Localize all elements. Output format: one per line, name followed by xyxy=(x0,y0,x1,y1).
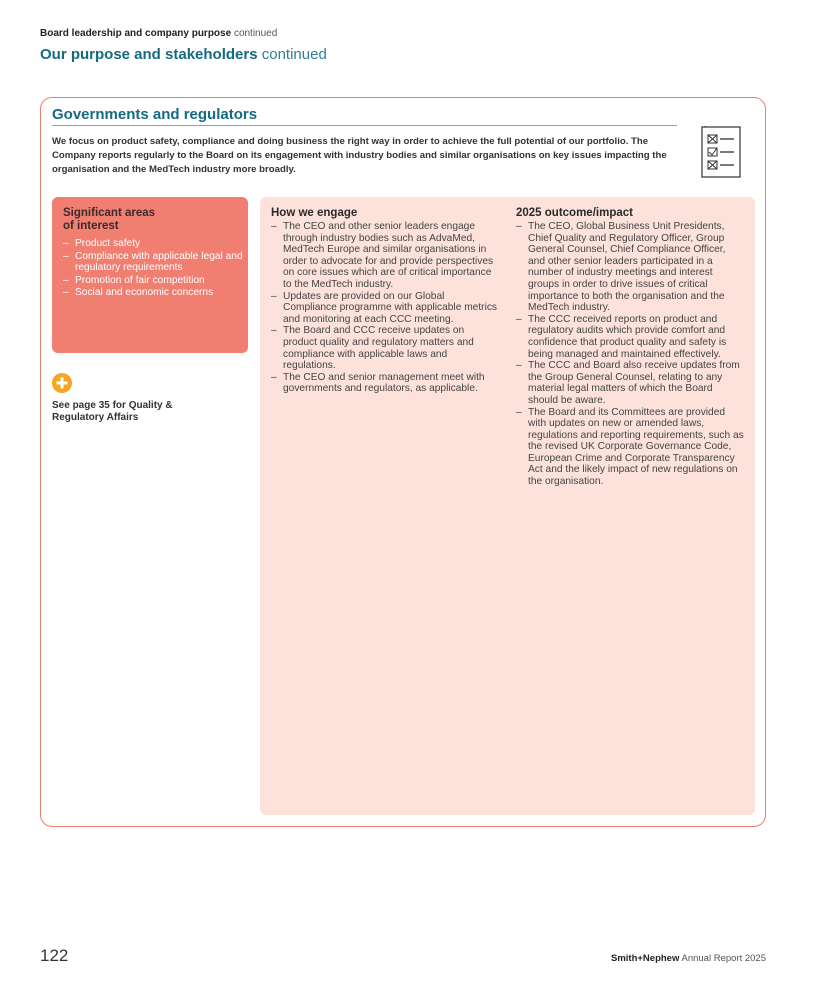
card-intro: We focus on product safety, compliance and doing business the right way in order to achieve the full potential of our portfolio. The Company reports regularly to the Board on its engagement with industry bodies and similar organisations on key issues impacting the organisation and the MedTech industry more broadly. xyxy=(52,136,667,175)
report-name: Annual Report 2025 xyxy=(681,953,766,964)
section-title xyxy=(40,46,327,63)
stakeholder-card xyxy=(40,97,766,827)
running-header-continued: continued xyxy=(233,28,278,39)
areas-list-item: – Product safety xyxy=(63,238,243,250)
page-number: 122 xyxy=(40,946,69,965)
how-we-engage-heading: How we engage xyxy=(271,207,358,219)
areas-of-interest-box xyxy=(52,197,248,353)
list-item: – The CEO and other senior leaders engage through industry bodies such as AdvaMed, MedTech Europe and similar organisations in order to advocate for and provide perspectives on core issues which are of critical importance to the MedTech industry. xyxy=(271,221,499,291)
areas-title-line1: Significant areas xyxy=(63,207,156,219)
how-we-engage-list xyxy=(271,221,499,395)
outcome-column xyxy=(516,207,744,488)
brand-name: Smith+Nephew xyxy=(610,953,680,964)
list-item: – The Board and its Committees are provided with updates on new or amended laws, regulations and reporting requirements, such as the revised UK Corporate Governance Code, European Crime and Corporate Transparency Act and the likely impact of new regulations on the organisation. xyxy=(516,407,744,488)
plus-circle-icon[interactable] xyxy=(52,373,72,393)
areas-title-line2: of interest xyxy=(63,220,119,232)
section-title-continued: continued xyxy=(261,46,327,63)
areas-title xyxy=(63,207,155,233)
list-item: – The CEO and senior management meet with governments and regulators, as applicable. xyxy=(271,372,499,395)
list-item: – The Board and CCC receive updates on product quality and regulatory matters and compliance with applicable laws and regulations. xyxy=(271,325,499,371)
how-we-engage-column xyxy=(271,207,499,395)
engagement-panel xyxy=(260,197,755,815)
title-divider xyxy=(52,125,677,126)
list-item: – The CCC received reports on product and regulatory audits which provide comfort and confidence that product quality and safety is being managed and maintained effectively. xyxy=(516,314,744,360)
areas-list-item: – Compliance with applicable legal and regulatory requirements xyxy=(63,251,243,274)
card-title: Governments and regulators xyxy=(52,106,258,123)
checklist-icon xyxy=(701,126,741,178)
footer-brand xyxy=(611,953,766,964)
outcome-heading: 2025 outcome/impact xyxy=(516,207,633,219)
areas-list xyxy=(63,238,243,300)
running-header xyxy=(40,28,277,39)
areas-list-item: – Social and economic concerns xyxy=(63,287,243,299)
section-title-main: Our purpose and stakeholders xyxy=(40,46,258,63)
list-item: – The CEO, Global Business Unit Presidents, Chief Quality and Regulatory Officer, Group General Counsel, Chief Compliance Officer, and other senior leaders participated in a number of industry meetings and interest groups in order to drive issues of critical importance to both the organisation and the MedTech industry. xyxy=(516,221,744,314)
see-page-link[interactable]: See page 35 for Quality & Regulatory Affairs xyxy=(52,400,173,423)
list-item: – The CCC and Board also receive updates from the Group General Counsel, relating to any material legal matters of which the Board should be aware. xyxy=(516,360,744,406)
running-header-title: Board leadership and company purpose xyxy=(40,28,232,39)
list-item: – Updates are provided on our Global Compliance programme with applicable metrics and monitoring at each CCC meeting. xyxy=(271,291,499,326)
areas-list-item: – Promotion of fair competition xyxy=(63,275,243,287)
outcome-list xyxy=(516,221,744,488)
